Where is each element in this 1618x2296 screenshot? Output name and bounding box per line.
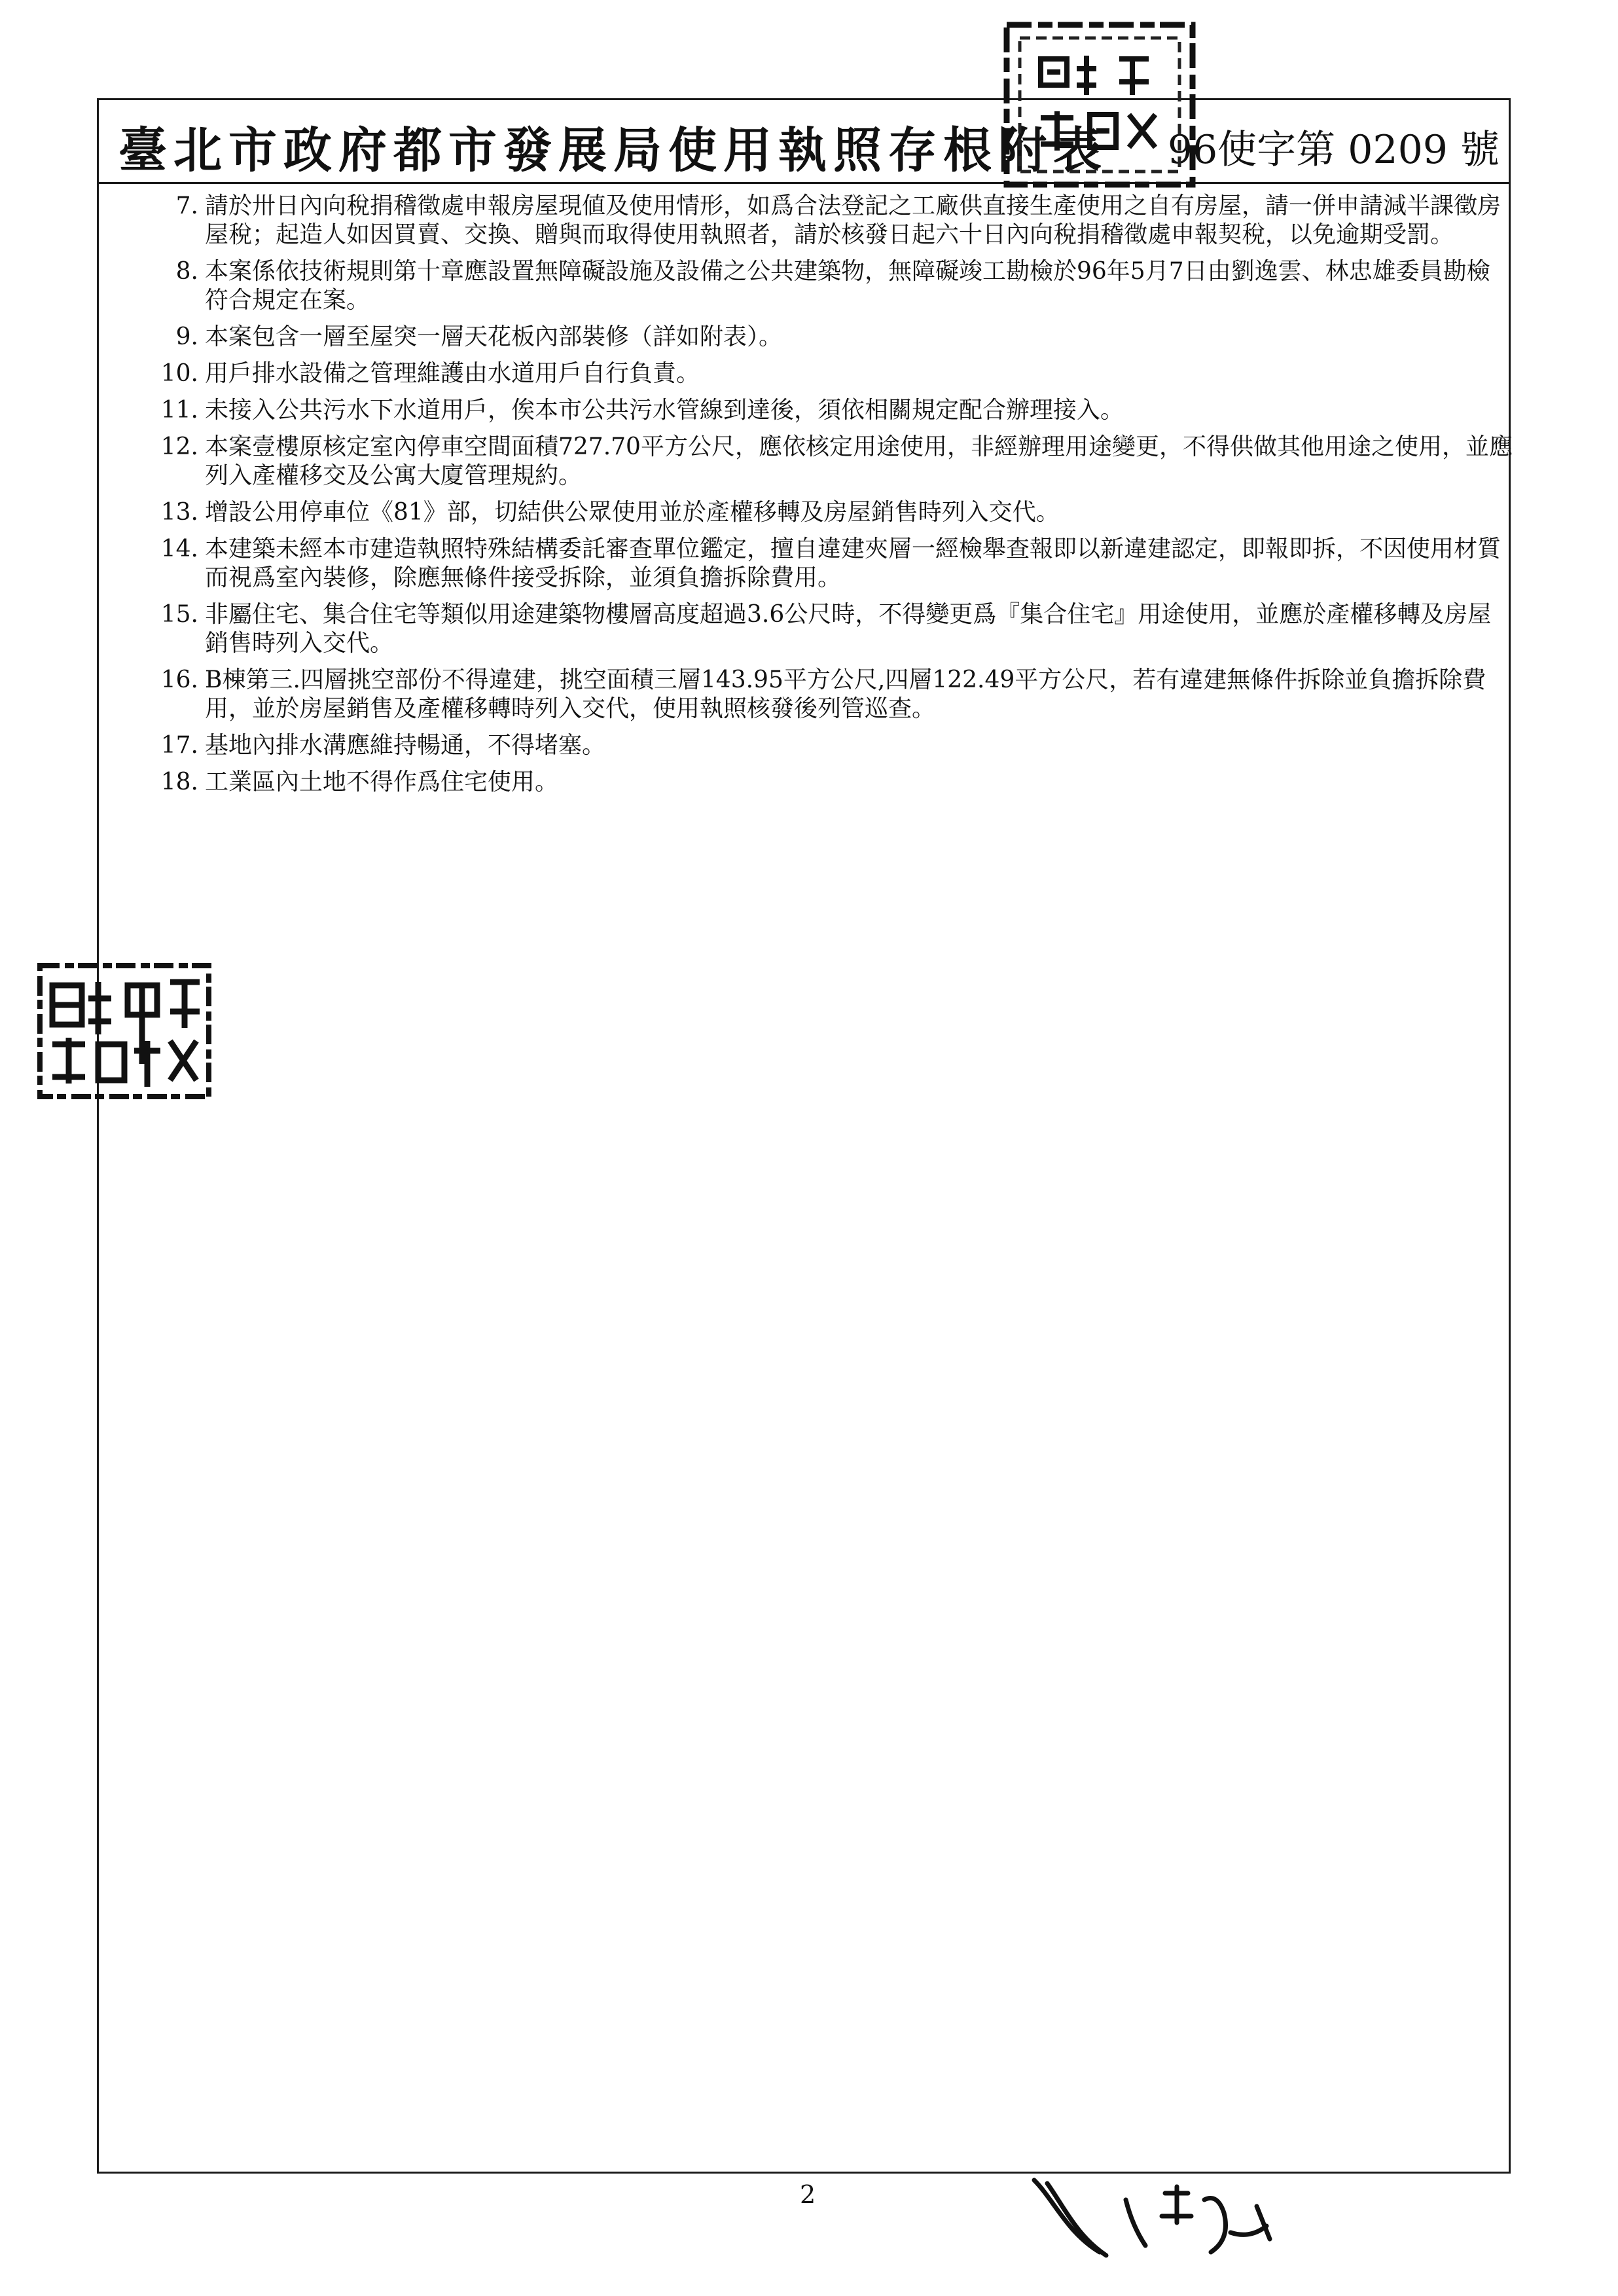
permit-number: 96使字第 0209 號 [1167, 127, 1500, 173]
item-text: 增設公用停車位《81》部，切結供公眾使用並於產權移轉及房屋銷售時列入交代。 [205, 499, 1060, 526]
list-item [158, 323, 1513, 352]
list-item [158, 498, 1513, 527]
item-text: 請於卅日內向稅捐稽徵處申報房屋現値及使用情形，如爲合法登記之工廠供直接生產使用之自有房屋，請一併申請減半課徵房屋稅；起造人如因買賣、交換、贈與而取得使用執照者，請於核發日起六十日內向稅捐稽徵處申報契稅，以免逾期受罰。 [205, 192, 1501, 248]
item-number: 16. [160, 666, 198, 693]
item-number: 14. [160, 536, 198, 562]
list-item [158, 600, 1513, 658]
item-text: 工業區內土地不得作爲住宅使用。 [205, 769, 559, 795]
item-text: 本案係依技術規則第十章應設置無障礙設施及設備之公共建築物，無障礙竣工勘檢於96年5月7日由劉逸雲、林忠雄委員勘檢符合規定在案。 [205, 258, 1490, 314]
item-number: 17. [160, 732, 198, 759]
item-text: 本案包含一層至屋突一層天花板內部裝修（詳如附表）。 [205, 323, 783, 350]
item-number: 11. [160, 397, 198, 424]
item-text: 本建築未經本市建造執照特殊結構委託審查單位鑑定，擅自違建夾層一經檢舉查報即以新違建認定，即報即拆，不因使用材質而視爲室內裝修，除應無條件接受拆除，並須負擔拆除費用。 [205, 536, 1501, 591]
item-text: 未接入公共污水下水道用戶，俟本市公共污水管線到達後，須依相關規定配合辦理接入。 [205, 397, 1124, 424]
list-item [158, 535, 1513, 592]
item-number: 15. [160, 601, 198, 628]
list-item [158, 396, 1513, 425]
header-box [99, 100, 1509, 184]
document-frame [97, 98, 1511, 2174]
item-number: 18. [160, 769, 198, 795]
item-number: 10. [160, 360, 198, 387]
list-item [158, 359, 1513, 388]
item-text: 基地內排水溝應維持暢通，不得堵塞。 [205, 732, 606, 759]
list-item [158, 192, 1513, 249]
item-text: 非屬住宅、集合住宅等類似用途建築物樓層高度超過3.6公尺時，不得變更爲『集合住宅』用途使用，並應於產權移轉及房屋銷售時列入交代。 [205, 601, 1492, 657]
item-number: 9. [175, 323, 198, 350]
item-number: 7. [175, 192, 198, 219]
official-seal-stamp [36, 959, 213, 1103]
item-number: 8. [175, 258, 198, 285]
list-item [158, 666, 1513, 723]
item-text: 用戶排水設備之管理維護由水道用戶自行負責。 [205, 360, 700, 387]
list-item [158, 731, 1513, 760]
conditions-list [158, 192, 1513, 805]
item-number: 13. [160, 499, 198, 526]
item-text: 本案壹樓原核定室內停車空間面積727.70平方公尺，應依核定用途使用，非經辦理用途變更，不得供做其他用途之使用，並應列入產權移交及公寓大廈管理規約。 [205, 433, 1513, 489]
item-text: B棟第三.四層挑空部份不得違建，挑空面積三層143.95平方公尺,四層122.49平方公尺，若有違建無條件拆除並負擔拆除費用，並於房屋銷售及產權移轉時列入交代，使用執照核發後列管巡查。 [205, 666, 1486, 722]
item-number: 12. [160, 433, 198, 460]
official-seal-stamp [1001, 20, 1198, 190]
list-item [158, 768, 1513, 797]
list-item [158, 433, 1513, 490]
document-title: 臺北市政府都市發展局使用執照存根附表 [118, 122, 1108, 179]
list-item [158, 257, 1513, 315]
handwritten-signature-mark [1028, 2174, 1283, 2265]
page-number: 2 [800, 2180, 816, 2209]
